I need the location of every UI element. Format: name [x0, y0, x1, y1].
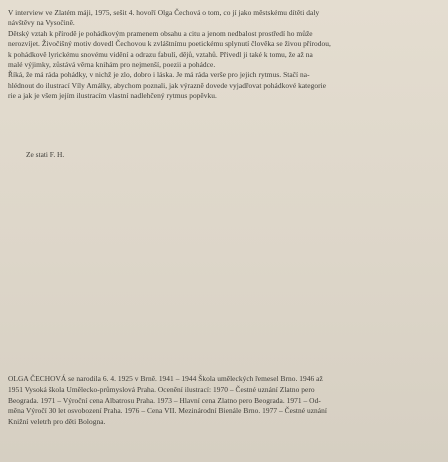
intro-line: malé výjimky, zůstává věrna knihám pro nejmenší, poezii a pohádce. [8, 60, 216, 70]
intro-line: Dětský vztah k přírodě je pohádkovým pramenem obsahu a citu a jenom nedbalost prostředí ho může [8, 28, 313, 38]
intro-line: V interview ve Zlatém máji, 1975, sešit 4. hovoří Olga Čechová o tom, co jí jako městskému dítěti daly [8, 8, 320, 17]
intro-text [8, 8, 440, 102]
intro-line: rie a jak je všem jejím ilustracím vlastní nadlehčený rytmus popěvku. [8, 91, 217, 101]
intro-line: hlédnout do ilustrací Víly Amálky, abychom poznali, jak výrazně dovede vyjadřovat pohádkové kategorie [8, 80, 327, 90]
intro-line: Říká, že má ráda pohádky, v nichž je zlo, dobro i láska. Je má ráda verše pro jejich rytmus. Stačí na- [8, 70, 310, 80]
intro-line: nerozvíjet. Živočišný motiv dovedl Čechovou k zvláštnímu poetickému splynutí člověka se živou přírodou, [8, 39, 331, 49]
bio-line: Knižní veletrh pro děti Bologna. [8, 417, 106, 427]
bio-line: Beograda. 1971 – Výroční cena Albatrosu Praha. 1973 – Hlavní cena Zlatno pero Beograda. 1971 – Od- [8, 395, 321, 405]
bio-line: 1951 Vysoká škola Umělecko-průmyslová Praha. Ocenění ilustrací: 1970 – Čestné uznání Zlatno pero [8, 384, 315, 394]
source-note: Ze stati F. H. [26, 150, 65, 159]
intro-line: k pohádkově lyrickému snovému vidění a odrazu fabulí, dějů, vztahů. Přivedl ji také k tomu, že až na [8, 49, 313, 59]
bio-line: měna Výročí 30 let osvobození Praha. 1976 – Cena VII. Mezinárodní Bienále Brno. 1977 – Čestné uznání [8, 406, 327, 416]
biography-text [8, 374, 440, 428]
intro-line: návštěvy na Vysočině. [8, 18, 75, 28]
bio-line: OLGA ČECHOVÁ se narodila 6. 4. 1925 v Brně. 1941 – 1944 Škola uměleckých řemesel Brno. 1946 až [8, 374, 323, 383]
